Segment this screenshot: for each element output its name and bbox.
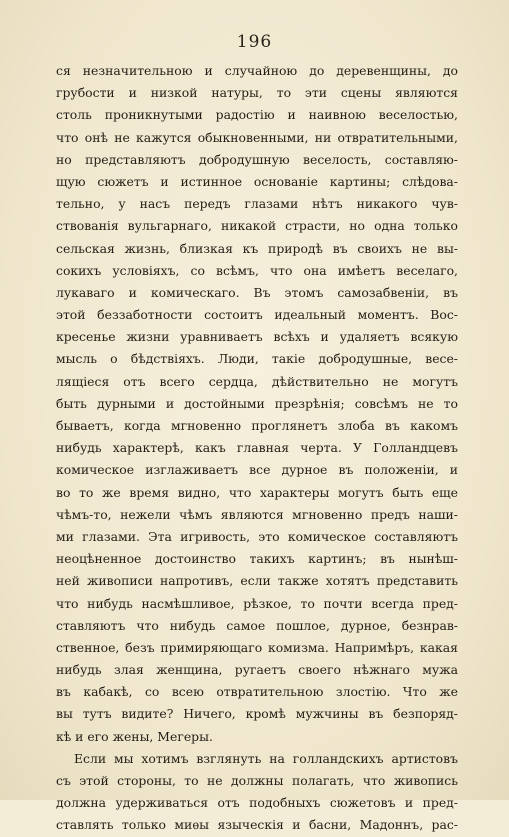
text-line: въ кабакѣ, со всею отвратительною злостію. Что же — [56, 684, 458, 700]
text-line: ствованія вульгарнаго, никакой страсти, но одна только — [56, 218, 458, 234]
text-line: этой беззаботности состоитъ идеальный моментъ. Вос- — [56, 307, 458, 323]
text-line: неоцѣненное достоинство такихъ картинъ; въ нынѣш- — [56, 551, 458, 567]
text-line: лукаваго и комическаго. Въ этомъ самозабвеніи, въ — [56, 284, 458, 300]
text-line: ставлять только миѳы языческія и басни, Мадоннъ, рас- — [56, 817, 458, 833]
text-line: но представляютъ добродушную веселость, составляю- — [56, 151, 458, 167]
text-line: сельская жизнь, близкая къ природѣ въ своихъ не вы- — [56, 240, 458, 256]
text-line: ся незначительною и случайною до деревенщины, до — [56, 63, 458, 78]
text-line: мысль о бѣдствіяхъ. Люди, такіе добродушные, весе- — [56, 351, 458, 367]
text-line: ственное, безъ примиряющаго комизма. Напримѣръ, какая — [56, 639, 458, 655]
text-line: должна удерживаться отъ подобныхъ сюжетовъ и пред- — [56, 795, 458, 811]
text-line: тельно, у насъ передъ глазами нѣтъ никакого чув- — [56, 196, 458, 212]
text-line: нибудь характерѣ, какъ главная черта. У Голландцевъ — [56, 440, 458, 456]
text-line: сокихъ условіяхъ, со всѣмъ, что она имѣетъ веселаго, — [56, 262, 458, 278]
body-text — [56, 60, 458, 837]
text-line: нибудь злая женщина, ругаетъ своего нѣжнаго мужа — [56, 662, 458, 678]
text-line: грубости и низкой натуры, то эти сцены являются — [56, 85, 458, 101]
text-line: щую сюжетъ и истинное основаніе картины; слѣдова- — [56, 173, 458, 189]
text-line: ней живописи напротивъ, если также хотятъ представить — [56, 573, 458, 589]
page-number: 196 — [236, 32, 273, 52]
text-line: ми глазами. Эта игривость, это комическое составляютъ — [56, 528, 458, 544]
text-line: что нибудь насмѣшливое, рѣзкое, то почти всегда пред- — [56, 595, 458, 611]
text-line: комическое изглаживаетъ все дурное въ положеніи, и — [56, 462, 458, 478]
text-line: кресенье жизни уравниваетъ всѣхъ и удаляетъ всякую — [56, 329, 458, 345]
text-line: быть дурными и достойными презрѣнія; совсѣмъ не то — [56, 395, 458, 411]
text-line: вы тутъ видите? Ничего, кромѣ мужчины въ безпоряд- — [56, 706, 458, 722]
text-line: бываетъ, когда мгновенно проглянетъ злоба въ какомъ — [56, 418, 458, 433]
paragraph-start-line: Если мы хотимъ взглянуть на голландскихъ артистовъ — [74, 750, 458, 766]
text-line: во то же время видно, что характеры могутъ быть еще — [56, 484, 458, 500]
text-line: съ этой стороны, то не должны полагать, что живопись — [56, 773, 458, 788]
paragraph-end-line: кѣ и его жены, Мегеры. — [56, 728, 213, 744]
text-line: столь проникнутыми радостію и наивною веселостью, — [56, 107, 458, 123]
text-line: ставляютъ что нибудь самое пошлое, дурное, безнрав- — [56, 617, 458, 633]
text-line: лящіеся отъ всего сердца, дѣйствительно не могутъ — [56, 373, 458, 389]
text-line: что онѣ не кажутся обыкновенными, ни отвратительными, — [56, 129, 458, 145]
text-line: чѣмъ-то, нежели чѣмъ являются мгновенно предъ наши- — [56, 506, 458, 522]
